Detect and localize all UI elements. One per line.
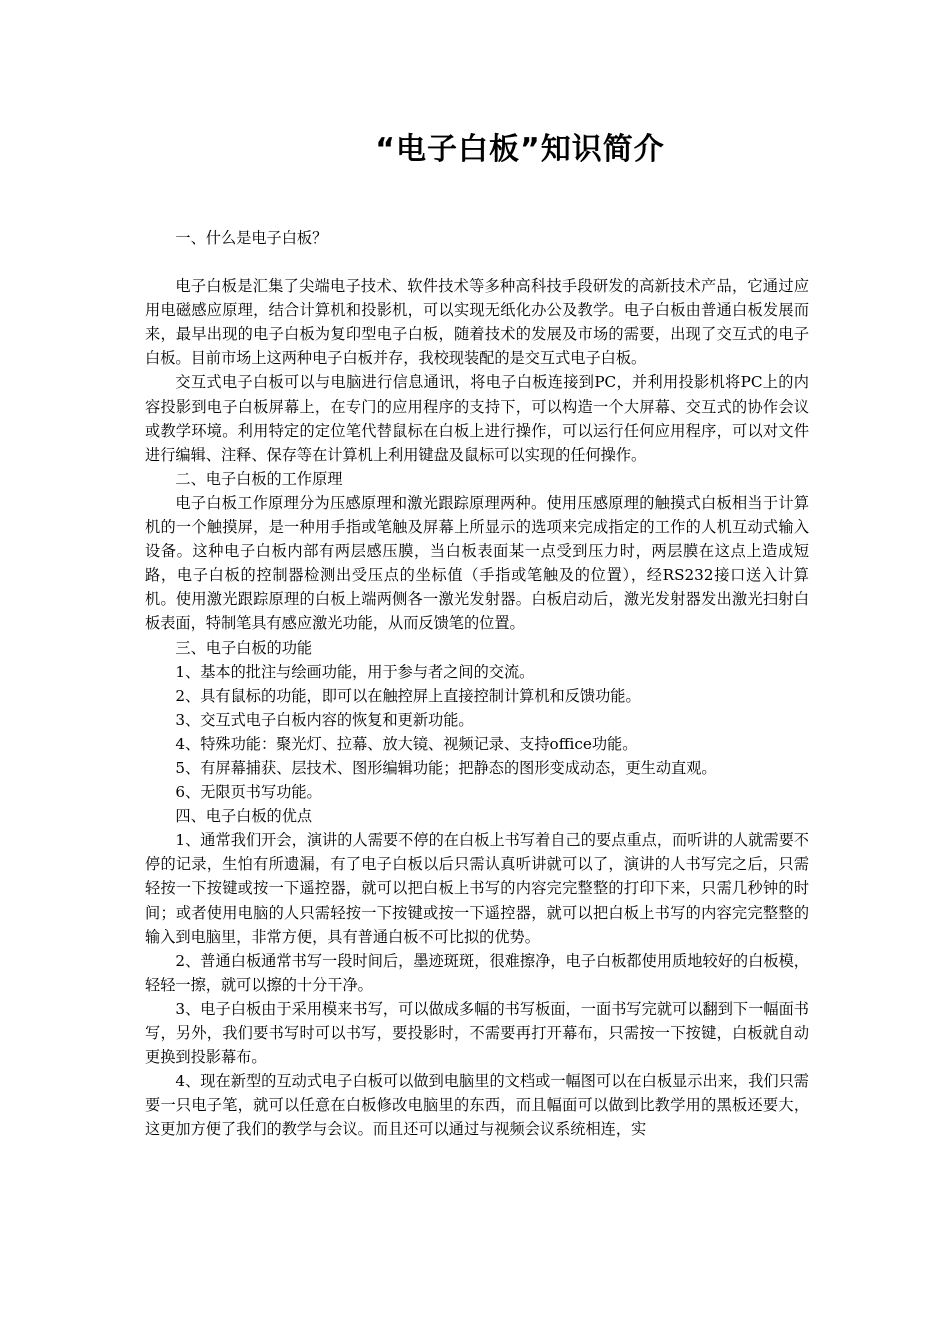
- section-heading-3: 三、电子白板的功能: [175, 638, 313, 657]
- list-item: 1、基本的批注与绘画功能，用于参与者之间的交流。: [175, 662, 535, 681]
- section-heading-4: 四、电子白板的优点: [175, 807, 313, 826]
- paragraph: 4、现在新型的互动式电子白板可以做到电脑里的文档或一幅图可以在白板显示出来，我们只需要一只电子笔，就可以任意在白板修改电脑里的东西，而且幅面可以做到比教学用的黑板还要大，这更加方便了我们的教学与会议。而且还可以通过与视频会议系统相连，实: [145, 1072, 809, 1139]
- paragraph: 电子白板工作原理分为压感原理和激光跟踪原理两种。使用压感原理的触摸式白板相当于计算机的一个触摸屏，是一种用手指或笔触及屏幕上所显示的选项来完成指定的工作的人机互动式输入设备。这种电子白板内部有两层感压膜，当白板表面某一点受到压力时，两层膜在这点上造成短路，电子白板的控制器检测出受压点的坐标值（手指或笔触及的位置），经RS232接口送入计算机。使用激光跟踪原理的白板上端两侧各一激光发射器。白板启动后，激光发射器发出激光扫射白板表面，特制笔具有感应激光功能，从而反馈笔的位置。: [145, 493, 809, 633]
- list-item: 6、无限页书写功能。: [175, 783, 322, 802]
- list-item: 2、具有鼠标的功能，即可以在触控屏上直接控制计算机和反馈功能。: [175, 686, 641, 705]
- section-heading-1: 一、什么是电子白板？: [175, 229, 328, 247]
- section-heading-2: 二、电子白板的工作原理: [175, 469, 343, 488]
- paragraph: 1、通常我们开会，演讲的人需要不停的在白板上书写着自己的要点重点，而听讲的人就需要不停的记录，生怕有所遗漏，有了电子白板以后只需认真听讲就可以了，演讲的人书写完之后，只需轻按一下按键或按一下遥控器，就可以把白板上书写的内容完完整整的打印下来，只需几秒钟的时间；或者使用电脑的人只需轻按一下按键或按一下遥控器，就可以把白板上书写的内容完完整整的输入到电脑里，非常方便，具有普通白板不可比拟的优势。: [145, 831, 809, 946]
- list-item: 4、特殊功能：聚光灯、拉幕、放大镜、视频记录、支持office功能。: [175, 734, 638, 753]
- paragraph: 3、电子白板由于采用模来书写，可以做成多幅的书写板面，一面书写完就可以翻到下一幅面书写，另外，我们要书写时可以书写，要投影时，不需要再打开幕布，只需按一下按键，白板就自动更换到投影幕布。: [145, 999, 809, 1067]
- paragraph: 电子白板是汇集了尖端电子技术、软件技术等多种高科技手段研发的高新技术产品，它通过应用电磁感应原理，结合计算机和投影机，可以实现无纸化办公及教学。电子白板由普通白板发展而来，最早出现的电子白板为复印型电子白板，随着技术的发展及市场的需要，出现了交互式的电子白板。目前市场上这两种电子白板并存，我校现装配的是交互式电子白板。: [145, 277, 809, 368]
- paragraph: 交互式电子白板可以与电脑进行信息通讯，将电子白板连接到PC，并利用投影机将PC上的内容投影到电子白板屏幕上，在专门的应用程序的支持下，可以构造一个大屏幕、交互式的协作会议或教学环境。利用特定的定位笔代替鼠标在白板上进行操作，可以运行任何应用程序，可以对文件进行编辑、注释、保存等在计算机上利用键盘及鼠标可以实现的任何操作。: [145, 373, 809, 464]
- document-body: [145, 226, 809, 1141]
- list-item: 3、交互式电子白板内容的恢复和更新功能。: [175, 710, 474, 729]
- document-title: “电子白板”知识简介: [375, 132, 665, 167]
- paragraph: 2、普通白板通常书写一段时间后，墨迹斑斑，很难擦净，电子白板都使用质地较好的白板模，轻轻一擦，就可以擦的十分干净。: [145, 951, 809, 994]
- list-item: 5、有屏幕捕获、层技术、图形编辑功能；把静态的图形变成动态，更生动直观。: [175, 758, 717, 777]
